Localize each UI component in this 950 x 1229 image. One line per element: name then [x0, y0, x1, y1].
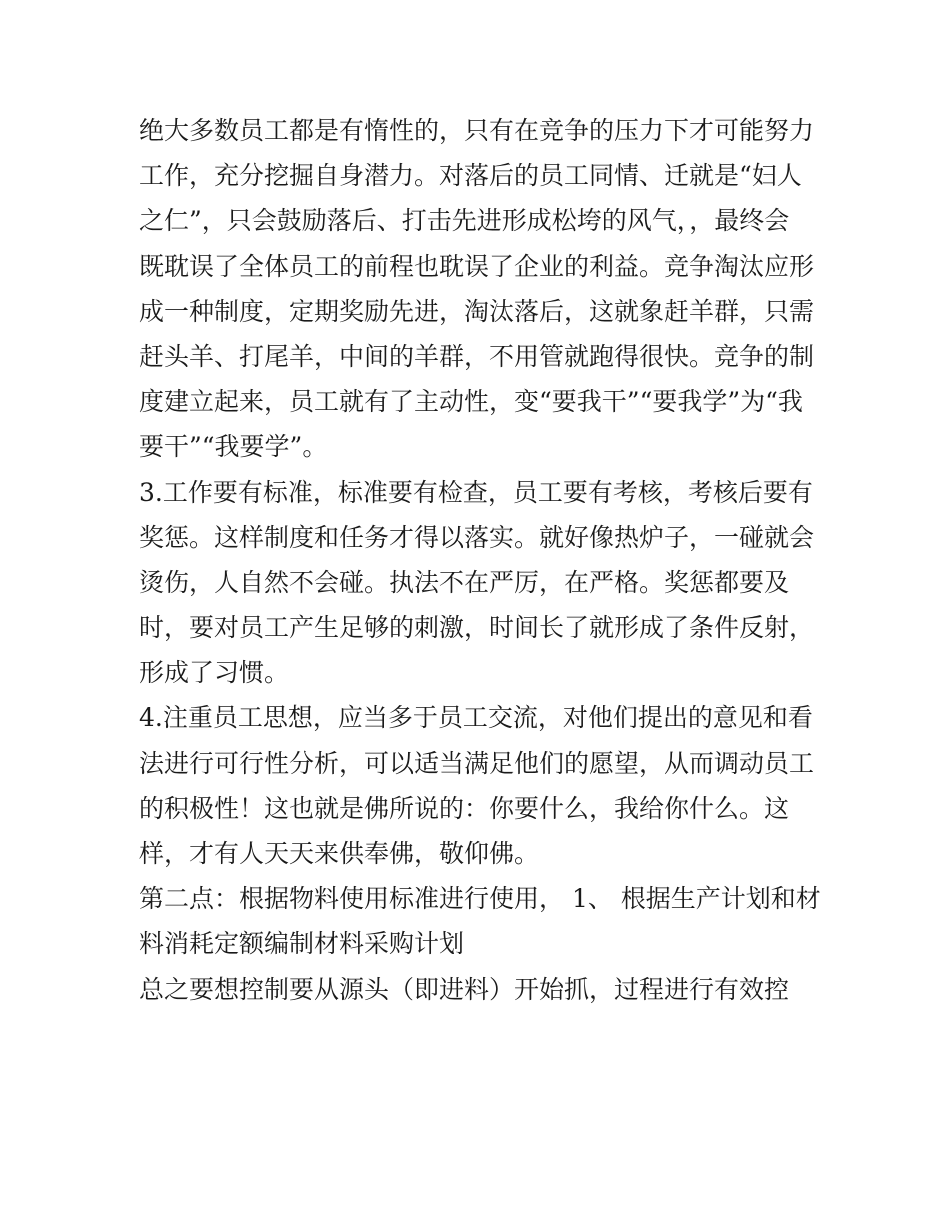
text-line: 绝大多数员工都是有惰性的，只有在竞争的压力下才可能努力 [139, 116, 815, 145]
text-line: 第二点：根据物料使用标准进行使用， 1、 根据生产计划和材 [139, 884, 821, 914]
text-line: 法进行可行性分析，可以适当满足他们的愿望，从而调动员工 [139, 748, 815, 778]
text-line: 度建立起来，员工就有了主动性，变“要我干”“要我学”为“我 [139, 387, 803, 417]
text-line: 烫伤，人自然不会碰。执法不在严厉，在严格。奖惩都要及 [139, 567, 790, 597]
text-line: 样，才有人天天来供奉佛，敬仰佛。 [139, 839, 540, 868]
text-line: 料消耗定额编制材料采购计划 [139, 929, 465, 959]
body-text [139, 108, 819, 1012]
text-line: 要干”“我要学”。 [139, 432, 328, 462]
text-line: 的积极性！这也就是佛所说的：你要什么，我给你什么。这 [139, 793, 790, 823]
text-line: 3.工作要有标准，标准要有检查，员工要有考核，考核后要有 [139, 477, 813, 507]
text-line: 赶头羊、打尾羊，中间的羊群，不用管就跑得很快。竞争的制 [139, 341, 815, 371]
text-line: 4.注重员工思想，应当多于员工交流，对他们提出的意见和看 [139, 703, 813, 733]
text-line: 总之要想控制要从源头（即进料）开始抓，过程进行有效控 [139, 974, 790, 1004]
text-line: 之仁”，只会鼓励落后、打击先进形成松垮的风气，，最终会 [139, 206, 790, 236]
text-line: 形成了习惯。 [139, 658, 290, 688]
text-line: 时，要对员工产生足够的刺激，时间长了就形成了条件反射， [139, 613, 815, 643]
text-line: 既耽误了全体员工的前程也耽误了企业的利益。竞争淘汰应形 [139, 251, 815, 281]
text-line: 奖惩。这样制度和任务才得以落实。就好像热炉子，一碰就会 [139, 522, 815, 552]
text-line: 成一种制度，定期奖励先进，淘汰落后，这就象赶羊群，只需 [139, 296, 815, 326]
text-line: 工作，充分挖掘自身潜力。对落后的员工同情、迁就是“妇人 [139, 161, 802, 191]
